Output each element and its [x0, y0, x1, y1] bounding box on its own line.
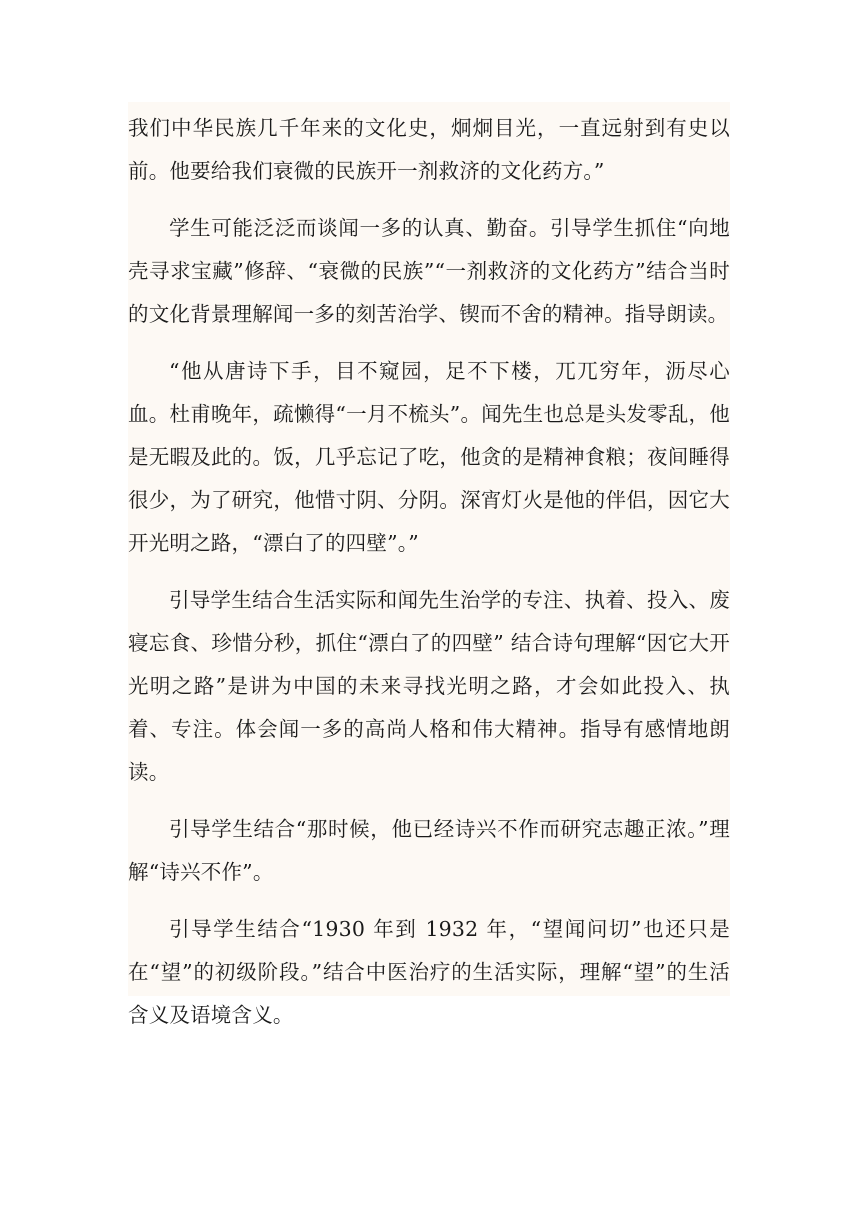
paragraph-guidance-poetry-interest: 引导学生结合“那时候，他已经诗兴不作而研究志趣正浓。”理解“诗兴不作”。 [128, 817, 730, 884]
paragraph-guidance-diligence: 学生可能泛泛而谈闻一多的认真、勤奋。引导学生抓住“向地壳寻求宝藏”修辞、“衰微的民族”“一剂救济的文化药方”结合当时的文化背景理解闻一多的刻苦治学、锲而不舍的精神。指导朗读。 [128, 216, 730, 326]
paragraph-guidance-spirit: 引导学生结合生活实际和闻先生治学的专注、执着、投入、废寝忘食、珍惜分秒，抓住“漂白了的四壁” 结合诗句理解“因它大开光明之路”是讲为中国的未来寻找光明之路，才会如此投入、执着、专注。体会闻一多的高尚人格和伟大精神。指导有感情地朗读。 [128, 588, 730, 784]
text-block [128, 102, 730, 1027]
paragraph-guidance-observation: 引导学生结合“1930 年到 1932 年，“望闻问切”也还只是在“望”的初级阶段。”结合中医治疗的生活实际，理解“望”的生活含义及语境含义。 [128, 917, 730, 1027]
paragraph-quote-tang-poetry: “他从唐诗下手，目不窥园，足不下楼，兀兀穷年，沥尽心血。杜甫晚年，疏懒得“一月不梳头”。闻先生也总是头发零乱，他是无暇及此的。饭，几乎忘记了吃，他贪的是精神食粮；夜间睡得很少，为了研究，他惜寸阴、分阴。深宵灯火是他的伴侣，因它大开光明之路，“漂白了的四壁”。” [128, 359, 730, 555]
paragraph-continuation: 我们中华民族几千年来的文化史，炯炯目光，一直远射到有史以前。他要给我们衰微的民族开一剂救济的文化药方。” [128, 116, 730, 183]
